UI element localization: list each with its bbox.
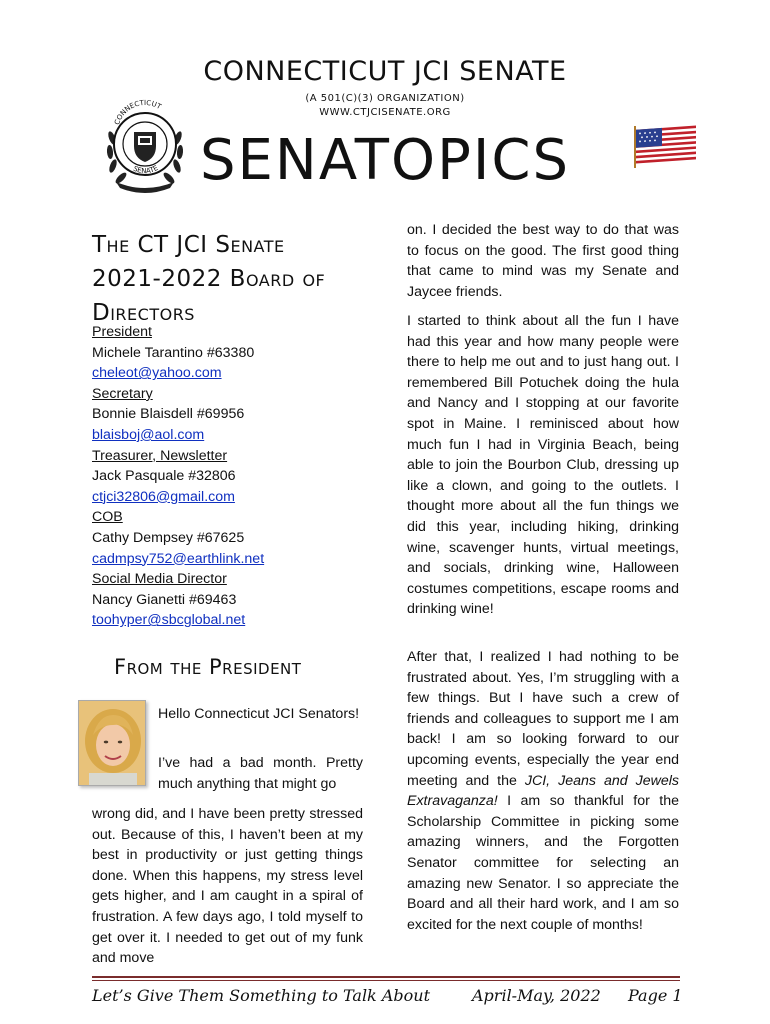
board-heading [92,228,372,330]
footer-divider-thin [92,980,680,981]
member-email-link[interactable]: blaisboj@aol.com [92,426,205,443]
member-email-link[interactable]: cadmpsy752@earthlink.net [92,550,265,567]
org-title: CONNECTICUT JCI SENATE [203,56,567,87]
president-letter-heading: From the President [114,655,302,679]
event-name: JCI, Jeans and Jewels Extravaganza! [407,772,679,810]
member-role: Treasurer, Newsletter [92,447,228,464]
portrait-image [79,701,146,786]
board-member [92,507,372,569]
member-email-link[interactable]: ctjci32806@gmail.com [92,488,235,505]
footer-page-number: Page 1 [628,986,683,1005]
us-flag-icon [632,122,704,168]
member-name: Michele Tarantino #63380 [92,344,255,361]
org-subtitle [200,92,570,120]
seal-top-text: CONNECTICUT [113,98,163,126]
letter-paragraph [407,647,679,935]
board-heading-line1: The CT JCI Senate [92,232,285,258]
footer-divider [92,976,680,978]
member-role: COB [92,509,123,526]
member-name: Cathy Dempsey #67625 [92,529,245,546]
board-member [92,569,372,631]
board-member [92,322,372,384]
footer-slogan: Let’s Give Them Something to Talk About [92,986,430,1005]
member-role: Social Media Director [92,571,227,588]
letter-paragraph: wrong did, and I have been pretty stressed out. Because of this, I haven’t been at my best in productivity or just getting things done. When this happens, my stress level gets higher, and I am caught in a spiral of frustration. A few days ago, I told myself to get over it. I needed to get out of my funk and move [92,806,363,967]
seal-bottom-text: SENATE [131,163,160,176]
member-email-link[interactable]: toohyper@sbcglobal.net [92,612,246,629]
letter-paragraph: on. I decided the best way to do that was to focus on the good. The first good thing that came to mind was my Senate and Jaycee friends. [407,222,679,300]
board-member [92,384,372,446]
board-member-list [92,322,372,631]
board-member [92,446,372,508]
website-link[interactable]: WWW.CTJCISENATE.ORG [319,107,451,118]
member-name: Bonnie Blaisdell #69956 [92,406,245,423]
president-photo [78,700,146,786]
member-name: Nancy Gianetti #69463 [92,591,237,608]
footer-issue-date: April-May, 2022 [472,986,601,1005]
newsletter-title: SENATOPICS [200,128,570,193]
board-heading-line3: Directors [92,300,195,326]
jci-senate-seal-logo [104,98,186,194]
board-heading-line2: 2021-2022 Board of [92,266,326,292]
member-role: Secretary [92,385,153,402]
letter-paragraph: I’ve had a bad month. Pretty much anything that might go [158,755,363,792]
letter-greeting: Hello Connecticut JCI Senators! [158,706,360,722]
letter-text: I am so thankful for the Scholarship Committee in picking some amazing winners, and the Forgotten Senator committee for selecting an amazing new Senator. I so appreciate the Board and all their hard work, and I am so excited for the next couple of months! [407,793,679,933]
letter-text: After that, I realized I had nothing to be frustrated about. Yes, I’m struggling with a few things. But I have such a crew of friends and colleagues to support me I am back! I am so looking forward to our upcoming events, especially the year end meeting and the [407,649,679,789]
member-role: President [92,324,152,340]
letter-paragraph: I started to think about all the fun I have had this year and how many people were there to help me out and to just hang out. I remembered Bill Potuchek doing the hula and Nancy and I stopping at our favorite spot in Maine. I reminisced about how much fun I had in Virginia Beach, being able to join the Bourbon Club, dressing up like a clown, and going to the outlets. I thought more about all the fun things we did this year, including hiking, drinking wine, scavenger hunts, virtual meetings, and socials, drinking wine, Halloween costumes competitions, escape rooms and drinking wine! [407,313,679,618]
member-name: Jack Pasquale #32806 [92,468,236,485]
org-status: (A 501(C)(3) ORGANIZATION) [305,93,465,104]
member-email-link[interactable]: cheleot@yahoo.com [92,365,222,382]
